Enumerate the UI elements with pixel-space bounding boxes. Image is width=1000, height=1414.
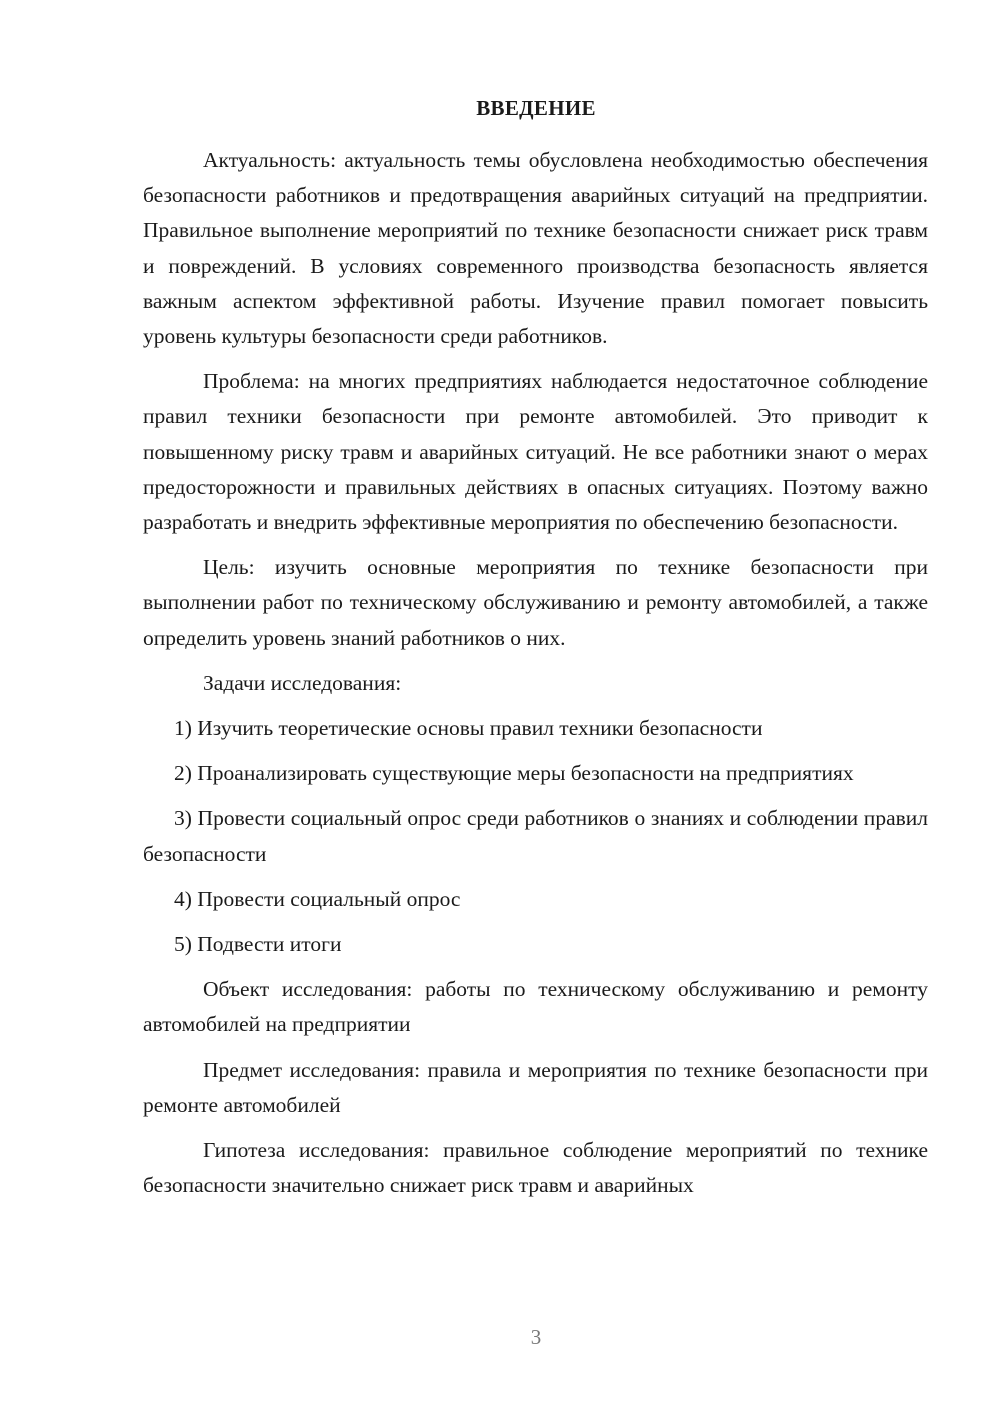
task-item-4: 4) Провести социальный опрос (174, 886, 461, 911)
document-body (143, 143, 928, 1203)
paragraph-object: Объект исследования: работы по техническому обслуживанию и ремонту автомобилей на предприятии (143, 977, 928, 1037)
task-item-1: 1) Изучить теоретические основы правил техники безопасности (174, 716, 763, 741)
task-item-2: 2) Проанализировать существующие меры безопасности на предприятиях (174, 761, 854, 786)
paragraph-goal: Цель: изучить основные мероприятия по технике безопасности при выполнении работ по техническому обслуживанию и ремонту автомобилей, а также определить уровень знаний работников о них. (143, 555, 928, 650)
page-title: ВВЕДЕНИЕ (476, 96, 596, 120)
paragraph-problem: Проблема: на многих предприятиях наблюдается недостаточное соблюдение правил техники безопасности при ремонте автомобилей. Это приводит к повышенному риску травм и аварийных ситуаций. Не все работники знают о мерах предосторожности и правильных действиях в опасных ситуациях. Поэтому важно разработать и внедрить эффективные мероприятия по обеспечению безопасности. (143, 369, 928, 535)
tasks-heading: Задачи исследования: (203, 670, 402, 695)
task-item-5: 5) Подвести итоги (174, 932, 342, 957)
task-item-3: 3) Провести социальный опрос среди работников о знаниях и соблюдении правил безопасности (143, 806, 928, 866)
paragraph-relevance: Актуальность: актуальность темы обусловлена необходимостью обеспечения безопасности работников и предотвращения аварийных ситуаций на предприятии. Правильное выполнение мероприятий по технике безопасности снижает риск травм и повреждений. В условиях современного производства безопасность является важным аспектом эффективной работы. Изучение правил помогает повысить уровень культуры безопасности среди работников. (143, 148, 928, 349)
paragraph-hypothesis: Гипотеза исследования: правильное соблюдение мероприятий по технике безопасности значительно снижает риск травм и аварийных (143, 1138, 928, 1198)
paragraph-subject: Предмет исследования: правила и мероприятия по технике безопасности при ремонте автомобилей (143, 1057, 928, 1117)
page-number: 3 (530, 1325, 542, 1349)
